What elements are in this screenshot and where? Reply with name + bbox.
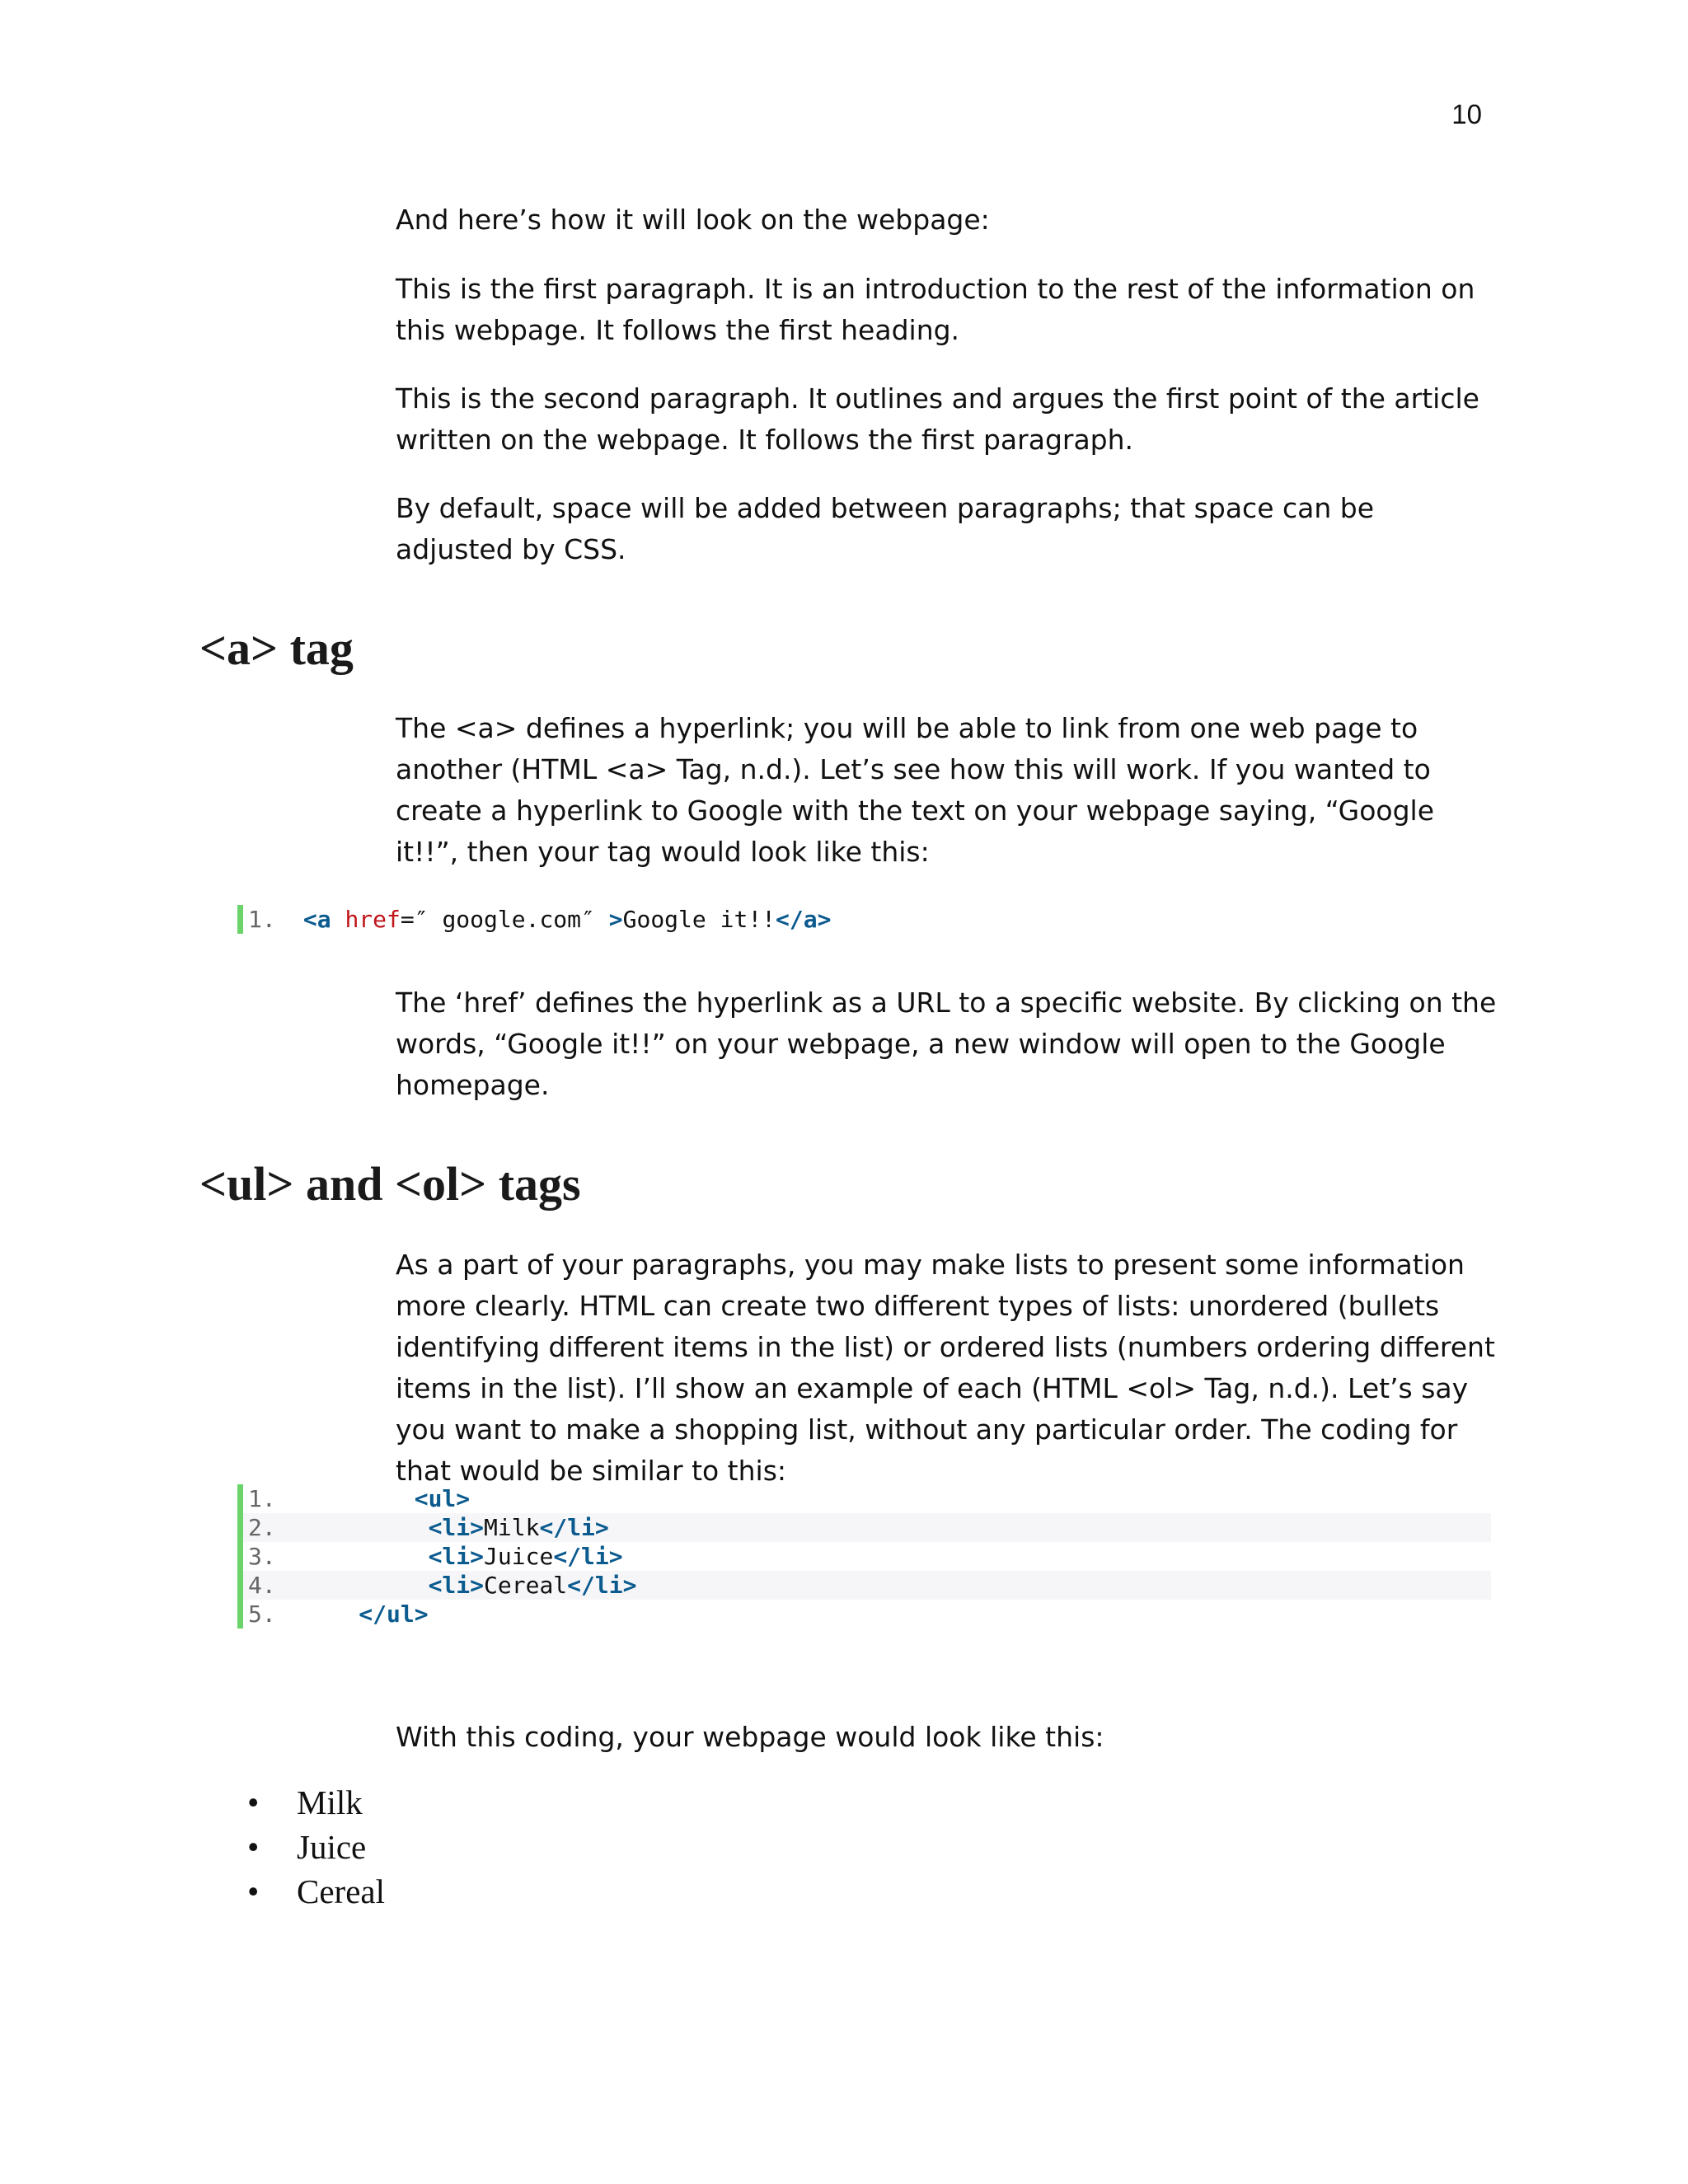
code-line (243, 1513, 1491, 1542)
intro-paragraph: And here’s how it will look on the webpage: (396, 204, 990, 236)
list-item-text: Juice (297, 1828, 367, 1866)
lists-description: As a part of your paragraphs, you may make lists to present some information more clearly. HTML can create two different types of lists: unordered (bullets identifying different items in the list) or ordered lists (numbers ordering different items in the list). I’ll show an example of each (HTML <ol> Tag, n.d.). Let’s say you want to make a shopping list, without any particular order. The coding for that would be similar to this: (396, 1249, 1495, 1487)
code-block-anchor (237, 905, 1491, 934)
code-token-text: Cereal (484, 1572, 568, 1599)
code-token-tag: <li> (428, 1572, 485, 1599)
bullet-icon: • (247, 1828, 260, 1866)
rendered-result-intro: With this coding, your webpage would look like this: (396, 1721, 1104, 1753)
bullet-icon: • (247, 1872, 260, 1910)
code-line (243, 1600, 1491, 1629)
code-line (243, 1542, 1491, 1571)
code-line-number: 1. (248, 906, 276, 933)
heading-a-tag: <a> tag (199, 621, 354, 675)
code-indent (289, 1514, 429, 1541)
code-block-unordered-list (237, 1484, 1491, 1629)
bullet-icon: • (247, 1783, 260, 1821)
code-token-tag: <li> (428, 1543, 485, 1570)
code-token-tag: </li> (567, 1572, 637, 1599)
list-item (239, 1825, 385, 1869)
code-token-tag: > (608, 906, 623, 933)
code-token-text: Milk (484, 1514, 540, 1541)
code-token-text: Google it!! (622, 906, 776, 933)
code-token-tag: </ul> (359, 1601, 429, 1628)
code-token-tag: <ul> (414, 1485, 471, 1512)
example-paragraph-second: This is the second paragraph. It outlines and argues the first point of the article written on the webpage. It follows the first paragraph. (396, 382, 1479, 456)
code-line-number: 1. (248, 1485, 276, 1512)
code-token-value: =″ google.com″ (400, 906, 609, 933)
list-item-text: Cereal (297, 1872, 385, 1910)
rendered-shopping-list (239, 1780, 385, 1914)
code-line-number: 3. (248, 1543, 276, 1570)
code-line-number: 2. (248, 1514, 276, 1541)
code-token-tag: </li> (539, 1514, 609, 1541)
list-item (239, 1869, 385, 1914)
a-tag-description: The <a> defines a hyperlink; you will be able to link from one web page to another (HTML <a> Tag, n.d.). Let’s see how this will work. If you wanted to create a hyperlink to Google with the text on your webpage saying, “Google it!!”, then your tag would look like this: (396, 712, 1434, 868)
page-number: 10 (1451, 99, 1482, 129)
paragraph-spacing-note: By default, space will be added between paragraphs; that space can be adjusted by CSS. (396, 492, 1375, 565)
code-token-tag: <a (302, 906, 331, 933)
code-token-tag: </li> (553, 1543, 623, 1570)
code-indent (289, 1572, 429, 1599)
example-paragraph-first: This is the first paragraph. It is an introduction to the rest of the information on this webpage. It follows the first heading. (396, 273, 1475, 346)
code-line-number: 4. (248, 1572, 276, 1599)
code-token-tag: </a> (776, 906, 832, 933)
code-line (243, 905, 1491, 934)
code-line (243, 1571, 1491, 1600)
code-indent (289, 1485, 415, 1512)
heading-ul-ol-tags: <ul> and <ol> tags (199, 1157, 581, 1211)
code-indent (289, 1543, 429, 1570)
href-explanation: The ‘href’ defines the hyperlink as a URL to a specific website. By clicking on the words, “Google it!!” on your webpage, a new window will open to the Google homepage. (396, 987, 1497, 1101)
code-line-number: 5. (248, 1601, 276, 1628)
code-indent (289, 1601, 359, 1628)
list-item (239, 1780, 385, 1825)
list-item-text: Milk (297, 1783, 363, 1821)
code-token-text: Juice (484, 1543, 554, 1570)
code-line (243, 1484, 1491, 1513)
code-token-attr: href (345, 906, 401, 933)
code-token-tag: <li> (428, 1514, 485, 1541)
